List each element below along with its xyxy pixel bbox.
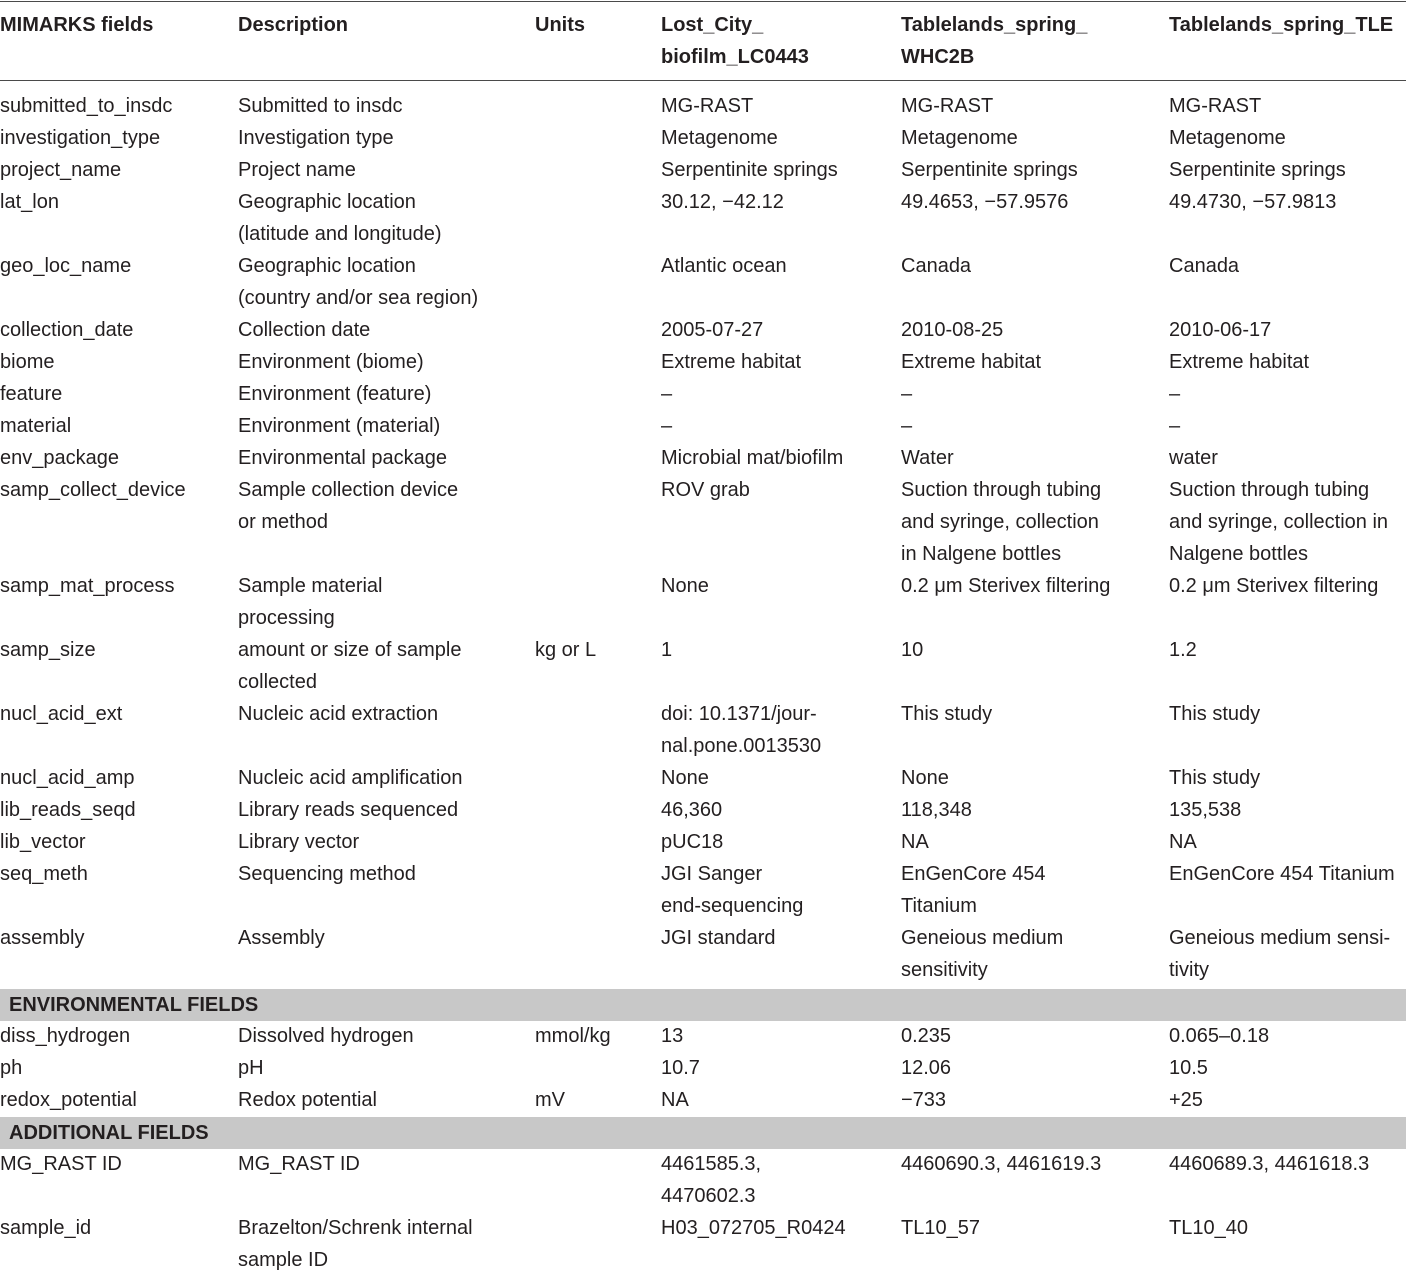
header-lost-city [661,9,809,73]
value-lost-city [661,1052,700,1084]
field-description-line: Dissolved hydrogen [238,1025,414,1047]
field-description-line: Environment (biome) [238,351,424,373]
field-description [238,474,458,538]
field-description [238,698,438,730]
value-whc2b [901,250,971,282]
table-row [0,1084,1406,1116]
header-lost-city-line: biofilm_LC0443 [661,46,809,68]
field-units: kg or L [535,639,597,661]
field-units: mmol/kg [535,1025,611,1047]
value-tle-line: 2010-06-17 [1169,319,1272,341]
header-whc2b-line: Tablelands_spring_ [901,14,1088,36]
field-description-line: amount or size of sample [238,639,462,661]
field-name: redox_potential [0,1089,137,1111]
value-tle [1169,1052,1208,1084]
field-description [238,1020,414,1052]
value-tle-line: 0.065–0.18 [1169,1025,1270,1047]
section-additional-fields-title: ADDITIONAL FIELDS [9,1122,209,1144]
value-lost-city [661,410,672,442]
field-name: feature [0,383,63,405]
value-lost-city [661,570,709,602]
value-tle-line: +25 [1169,1089,1203,1111]
value-whc2b [901,698,992,730]
table-row [0,122,1406,154]
field-name: ph [0,1057,23,1079]
field-description-line: Brazelton/Schrenk internal [238,1217,473,1239]
value-tle [1169,858,1395,890]
field-name: lib_vector [0,831,86,853]
section-environmental-fields [0,989,1406,1021]
field-name: lat_lon [0,191,59,213]
table-row [0,826,1406,858]
value-lost-city-line: 2005-07-27 [661,319,764,341]
value-tle-line: 10.5 [1169,1057,1208,1079]
value-lost-city-line: – [661,415,673,437]
value-tle [1169,250,1239,282]
value-whc2b-line: Serpentinite springs [901,159,1078,181]
value-lost-city [661,122,778,154]
field-name: assembly [0,927,85,949]
value-lost-city-line: None [661,575,709,597]
table-row [0,570,1406,634]
value-tle-line: Canada [1169,255,1240,277]
value-lost-city-line: Atlantic ocean [661,255,787,277]
value-whc2b-line: Titanium [901,895,977,917]
value-whc2b-line: 118,348 [901,799,972,821]
field-description [238,1148,360,1180]
field-name: nucl_acid_ext [0,703,123,725]
table-row [0,346,1406,378]
value-tle-line: 4460689.3, 4461618.3 [1169,1153,1370,1175]
value-tle [1169,154,1346,186]
value-lost-city-line: MG-RAST [661,95,754,117]
field-description-line: MG_RAST ID [238,1153,360,1175]
field-description-line: Environment (feature) [238,383,432,405]
value-whc2b-line: None [901,767,949,789]
field-description-line: Nucleic acid extraction [238,703,439,725]
value-whc2b [901,634,923,666]
field-description [238,858,416,890]
value-whc2b-line: 12.06 [901,1057,952,1079]
value-whc2b [901,474,1101,570]
value-lost-city [661,826,723,858]
field-description-line: Sample collection device [238,479,459,501]
field-description-line: Investigation type [238,127,394,149]
field-name: material [0,415,72,437]
field-name: submitted_to_insdc [0,95,173,117]
value-lost-city [661,378,672,410]
field-name: biome [0,351,55,373]
value-tle [1169,634,1197,666]
value-tle-line: Nalgene bottles [1169,543,1308,565]
value-whc2b [901,826,929,858]
value-lost-city-line: 10.7 [661,1057,700,1079]
value-tle [1169,410,1180,442]
value-lost-city-line: 30.12, −42.12 [661,191,784,213]
value-lost-city-line: NA [661,1089,689,1111]
section-additional-fields [0,1117,1406,1149]
table-row [0,698,1406,762]
value-whc2b-line: – [901,415,913,437]
field-name: investigation_type [0,127,161,149]
table-row [0,410,1406,442]
field-description-line: (country and/or sea region) [238,287,479,309]
table-row [0,1020,1406,1052]
field-description [238,346,424,378]
value-tle [1169,570,1378,602]
table-row [0,794,1406,826]
value-tle [1169,122,1286,154]
value-whc2b [901,570,1110,602]
value-lost-city [661,314,763,346]
value-lost-city-line: 4461585.3, [661,1153,762,1175]
value-whc2b-line: Metagenome [901,127,1018,149]
value-whc2b [901,922,1063,986]
field-description-line: Library vector [238,831,360,853]
value-lost-city [661,186,784,218]
value-whc2b-line: Water [901,447,954,469]
field-name: sample_id [0,1217,92,1239]
field-description [238,378,431,410]
field-description [238,442,447,474]
value-lost-city [661,794,722,826]
value-whc2b-line: in Nalgene bottles [901,543,1062,565]
value-whc2b-line: 0.2 μm Sterivex filtering [901,575,1111,597]
value-whc2b-line: sensitivity [901,959,988,981]
header-description: Description [238,14,349,36]
value-lost-city-line: doi: 10.1371/jour- [661,703,817,725]
field-description [238,1212,473,1276]
value-lost-city-line: – [661,383,673,405]
value-lost-city-line: nal.pone.0013530 [661,735,822,757]
value-lost-city [661,922,776,954]
value-tle-line: Metagenome [1169,127,1286,149]
field-units: mV [535,1089,565,1111]
field-description [238,154,356,186]
value-lost-city [661,762,709,794]
value-tle [1169,186,1336,218]
value-whc2b-line: 10 [901,639,924,661]
field-name: MG_RAST ID [0,1153,122,1175]
field-description-line: (latitude and longitude) [238,223,442,245]
table-row [0,922,1406,986]
value-lost-city-line: 13 [661,1025,684,1047]
field-description-line: Redox potential [238,1089,377,1111]
value-tle-line: – [1169,383,1181,405]
value-lost-city-line: Extreme habitat [661,351,802,373]
value-lost-city-line: H03_072705_R0424 [661,1217,846,1239]
header-whc2b [901,9,1087,73]
value-whc2b-line: NA [901,831,929,853]
value-whc2b [901,794,972,826]
field-description [238,634,461,698]
value-tle-line: MG-RAST [1169,95,1262,117]
value-tle-line: 135,538 [1169,799,1242,821]
value-tle [1169,1212,1248,1244]
value-whc2b [901,1212,980,1244]
value-lost-city-line: 1 [661,639,673,661]
value-whc2b-line: Extreme habitat [901,351,1042,373]
value-tle [1169,474,1406,570]
value-whc2b-line: – [901,383,913,405]
value-whc2b [901,410,912,442]
value-lost-city [661,634,672,666]
value-tle-line: 1.2 [1169,639,1197,661]
value-lost-city [661,154,838,186]
value-tle-line: Serpentinite springs [1169,159,1346,181]
field-description [238,122,394,154]
header-rule [0,80,1406,81]
field-description-line: Sample material [238,575,383,597]
value-whc2b [901,314,1003,346]
value-tle-line: – [1169,415,1181,437]
field-description-line: Project name [238,159,356,181]
field-description-line: pH [238,1057,264,1079]
value-lost-city [661,442,843,474]
value-whc2b-line: 2010-08-25 [901,319,1004,341]
field-description-line: collected [238,671,317,693]
value-tle [1169,1084,1203,1116]
value-lost-city [661,1212,846,1244]
value-lost-city [661,1084,689,1116]
value-tle-line: 49.4730, −57.9813 [1169,191,1337,213]
field-description [238,1052,264,1084]
value-whc2b-line: 49.4653, −57.9576 [901,191,1069,213]
table-row [0,1212,1406,1276]
field-description-line: or method [238,511,329,533]
value-whc2b [901,858,1046,922]
value-tle [1169,762,1260,794]
value-lost-city-line: 46,360 [661,799,723,821]
value-whc2b [901,1084,946,1116]
field-description-line: Sequencing method [238,863,416,885]
field-description-line: Assembly [238,927,325,949]
value-whc2b [901,378,912,410]
field-description-line: Collection date [238,319,371,341]
value-lost-city [661,346,801,378]
field-name: samp_collect_device [0,479,186,501]
value-tle-line: Geneious medium sensi- [1169,927,1391,949]
value-tle-line: Suction through tubing [1169,479,1370,501]
value-lost-city-line: 4470602.3 [661,1185,756,1207]
value-whc2b-line: 0.235 [901,1025,952,1047]
field-description [238,826,359,858]
field-name: lib_reads_seqd [0,799,136,821]
table-row [0,634,1406,698]
field-description [238,762,463,794]
table-row [0,474,1406,570]
header-mimarks-fields: MIMARKS fields [0,14,154,36]
value-tle-line: This study [1169,767,1261,789]
value-lost-city [661,474,750,506]
table-top-rule [0,1,1406,2]
value-whc2b-line: EnGenCore 454 [901,863,1046,885]
field-description [238,922,325,954]
value-tle [1169,1020,1269,1052]
value-tle [1169,1148,1369,1180]
field-description-line: Geographic location [238,255,416,277]
header-units: Units [535,14,585,36]
value-lost-city [661,858,803,922]
table-row [0,154,1406,186]
field-name: geo_loc_name [0,255,132,277]
value-whc2b [901,122,1018,154]
value-tle [1169,794,1241,826]
field-name: nucl_acid_amp [0,767,135,789]
value-lost-city-line: ROV grab [661,479,750,501]
value-tle [1169,378,1180,410]
value-lost-city-line: Metagenome [661,127,778,149]
table-row [0,1052,1406,1084]
field-name: seq_meth [0,863,88,885]
field-description-line: Nucleic acid amplification [238,767,463,789]
value-tle-line: This study [1169,703,1261,725]
field-name: samp_size [0,639,96,661]
value-whc2b [901,1052,951,1084]
value-whc2b-line: Suction through tubing [901,479,1102,501]
table-row [0,762,1406,794]
header-lost-city-line: Lost_City_ [661,14,764,36]
table-row [0,314,1406,346]
value-lost-city-line: end-sequencing [661,895,804,917]
field-name: samp_mat_process [0,575,175,597]
table-row [0,90,1406,122]
value-whc2b-line: MG-RAST [901,95,994,117]
value-tle-line: tivity [1169,959,1209,981]
value-lost-city [661,698,821,762]
value-tle-line: NA [1169,831,1197,853]
value-tle [1169,442,1218,474]
value-tle-line: TL10_40 [1169,1217,1248,1239]
field-description-line: sample ID [238,1249,329,1271]
table-row [0,1148,1406,1212]
value-whc2b [901,1148,1101,1180]
value-whc2b-line: −733 [901,1089,947,1111]
field-description-line: Environment (material) [238,415,441,437]
value-lost-city-line: None [661,767,709,789]
field-description [238,314,370,346]
value-tle-line: EnGenCore 454 Titanium [1169,863,1395,885]
value-lost-city-line: JGI standard [661,927,776,949]
table-row [0,378,1406,410]
value-tle-line: and syringe, collection in [1169,511,1389,533]
field-description [238,570,383,634]
value-lost-city [661,90,753,122]
table-row [0,442,1406,474]
value-lost-city [661,1148,761,1212]
value-lost-city-line: Microbial mat/biofilm [661,447,844,469]
value-whc2b [901,1020,951,1052]
value-tle [1169,698,1260,730]
table-row [0,250,1406,314]
value-whc2b [901,186,1068,218]
value-whc2b-line: 4460690.3, 4461619.3 [901,1153,1102,1175]
value-whc2b-line: Canada [901,255,972,277]
value-tle [1169,90,1261,122]
header-whc2b-line: WHC2B [901,46,975,68]
value-tle [1169,922,1406,986]
value-lost-city [661,1020,683,1052]
value-whc2b-line: This study [901,703,993,725]
value-whc2b [901,90,993,122]
table-row [0,858,1406,922]
field-description-line: Geographic location [238,191,416,213]
field-description [238,410,440,442]
value-lost-city-line: Serpentinite springs [661,159,838,181]
field-description-line: Submitted to insdc [238,95,403,117]
section-environmental-fields-title: ENVIRONMENTAL FIELDS [9,994,259,1016]
field-name: project_name [0,159,122,181]
value-tle [1169,314,1271,346]
value-whc2b-line: and syringe, collection [901,511,1099,533]
field-description-line: Library reads sequenced [238,799,459,821]
field-description [238,90,403,122]
field-description [238,794,458,826]
value-lost-city-line: JGI Sanger [661,863,763,885]
field-description-line: Environmental package [238,447,448,469]
value-tle-line: water [1169,447,1218,469]
field-name: collection_date [0,319,134,341]
value-whc2b [901,154,1078,186]
value-tle-line: 0.2 μm Sterivex filtering [1169,575,1379,597]
value-lost-city [661,250,787,282]
value-whc2b [901,762,949,794]
field-name: diss_hydrogen [0,1025,131,1047]
value-whc2b [901,442,954,474]
field-name: env_package [0,447,119,469]
field-description-line: processing [238,607,335,629]
header-tle: Tablelands_spring_TLE [1169,14,1394,36]
value-whc2b [901,346,1041,378]
value-whc2b-line: TL10_57 [901,1217,980,1239]
value-tle [1169,346,1309,378]
table-row [0,186,1406,250]
field-description [238,1084,377,1116]
value-tle-line: Extreme habitat [1169,351,1310,373]
value-whc2b-line: Geneious medium [901,927,1064,949]
value-lost-city-line: pUC18 [661,831,724,853]
field-description [238,250,478,314]
value-tle [1169,826,1197,858]
field-description [238,186,441,250]
